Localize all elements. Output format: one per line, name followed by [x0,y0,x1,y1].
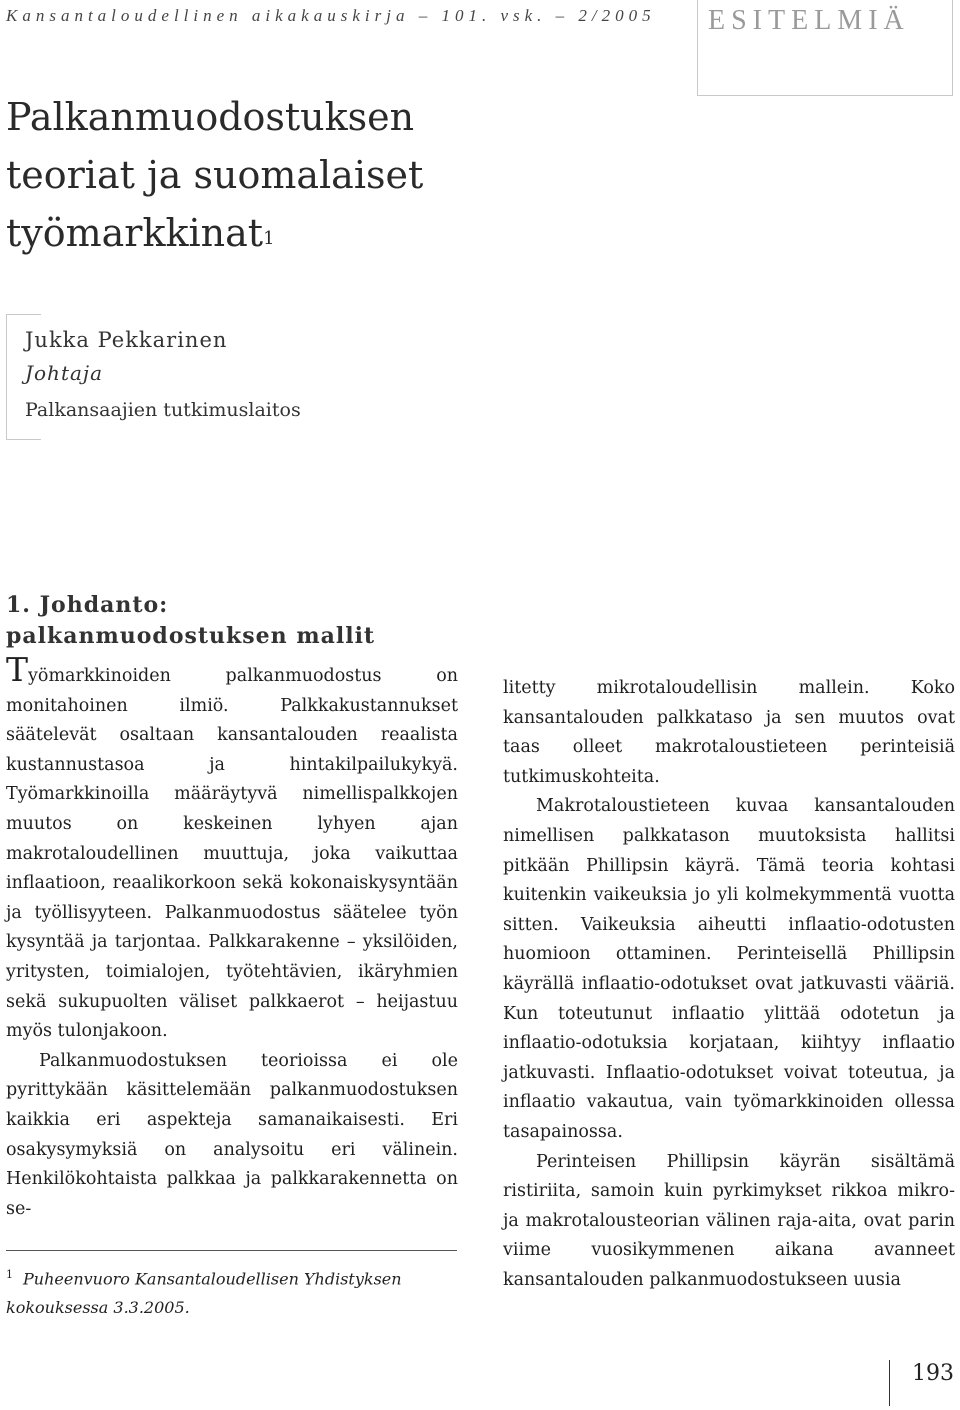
title-footnote-mark[interactable]: 1 [263,228,275,249]
body-paragraph: litetty mikrotaloudellisin mallein. Koko kansantalouden palkkataso ja sen muutos ovat taas olleet makrotaloustieteen perinteisiä tutkimuskohteita. [503,678,955,787]
footnote [6,1260,456,1322]
body-paragraph: Palkanmuodostuksen teorioissa ei ole pyrittykään käsittelemään palkanmuodostuksen kaikkia eri aspekteja samanaikaisesti. Eri osakysymyksiä on analysoitu eri välinein. Henkilökohtaista palkkaa ja palkkarakennetta on se- [6,1050,458,1219]
author-role: Johtaja [25,361,104,385]
title-line-1: Palkanmuodostuksen [6,95,415,139]
section-heading-line-2: palkanmuodostuksen mallit [6,623,376,649]
section-heading [6,590,375,652]
body-paragraph: Perinteisen Phillipsin käyrän sisältämä ristiriita, samoin kuin pyrkimykset rikkoa mikro- ja makrotalousteorian välinen raja-aita, ovat parin viime vuosikymmenen aikana avanneet kansantalouden palkanmuodostukseen uusia [503,1151,955,1290]
body-paragraph: Makrotaloustieteen kuvaa kansantalouden nimellisen palkkatason muutoksista hallitsi pitkään Phillipsin käyrä. Tämä teoria kohtasi kuitenkin vaikeuksia jo yli kolmekymmentä vuotta sitten. Vaikeuksia aiheutti inflaatio-odotusten huomioon ottaminen. Perinteisellä Phillipsin käyrällä inflaatio-odotukset ovat jatkuvasti vääriä. Kun toteutunut inflaatio ylittää odotetun ja inflaatio-odotuksia korjataan, kiihtyy inflaatio jatkuvasti. Inflaatio-odotukset voivat toteutua, ja inflaatio vakautua, vain työmarkkinoiden ollessa tasapainossa. [503,796,955,1142]
footnote-divider [6,1250,457,1251]
body-column-right [503,674,955,1295]
page-number-divider [889,1360,890,1406]
drop-cap: T [6,650,29,689]
footnote-mark: 1 [6,1268,13,1281]
author-name: Jukka Pekkarinen [25,328,228,352]
section-heading-line-1: 1. Johdanto: [6,592,169,618]
footnote-text: Puheenvuoro Kansantaloudellisen Yhdistyksen kokouksessa 3.3.2005. [6,1269,402,1318]
article-title [6,88,423,262]
running-head: Kansantaloudellinen aikakauskirja – 101. vsk. – 2/2005 [6,6,656,25]
title-line-3: työmarkkinat [6,211,264,255]
author-institution: Palkansaajien tutkimuslaitos [25,399,301,421]
body-paragraph [6,650,458,1047]
body-paragraph-text: yömarkkinoiden palkanmuodostus on monitahoinen ilmiö. Palkkakustannukset säätelevät osaltaan kansantalouden reaalista kustannustasoa ja hintakilpailukykyä. Työmarkkinoilla määräytyvä nimellispalkkojen muutos on keskeinen lyhyen ajan makrotaloudellinen muuttuja, joka vaikuttaa inflaatioon, reaalikorkoon sekä kokonaiskysyntään ja työllisyyteen. Palkanmuodostus säätelee työn kysyntää ja tarjontaa. Palkkarakenne – yksilöiden, yritysten, toimialojen, työtehtävien, ikäryhmien sekä sukupuolten väliset palkkaerot – heijastuu myös tulonjakoon. [6,666,458,1042]
body-column-left [6,650,458,1224]
title-line-2: teoriat ja suomalaiset [6,153,424,197]
page-number: 193 [912,1361,954,1386]
section-label: ESITELMIÄ [708,5,910,36]
